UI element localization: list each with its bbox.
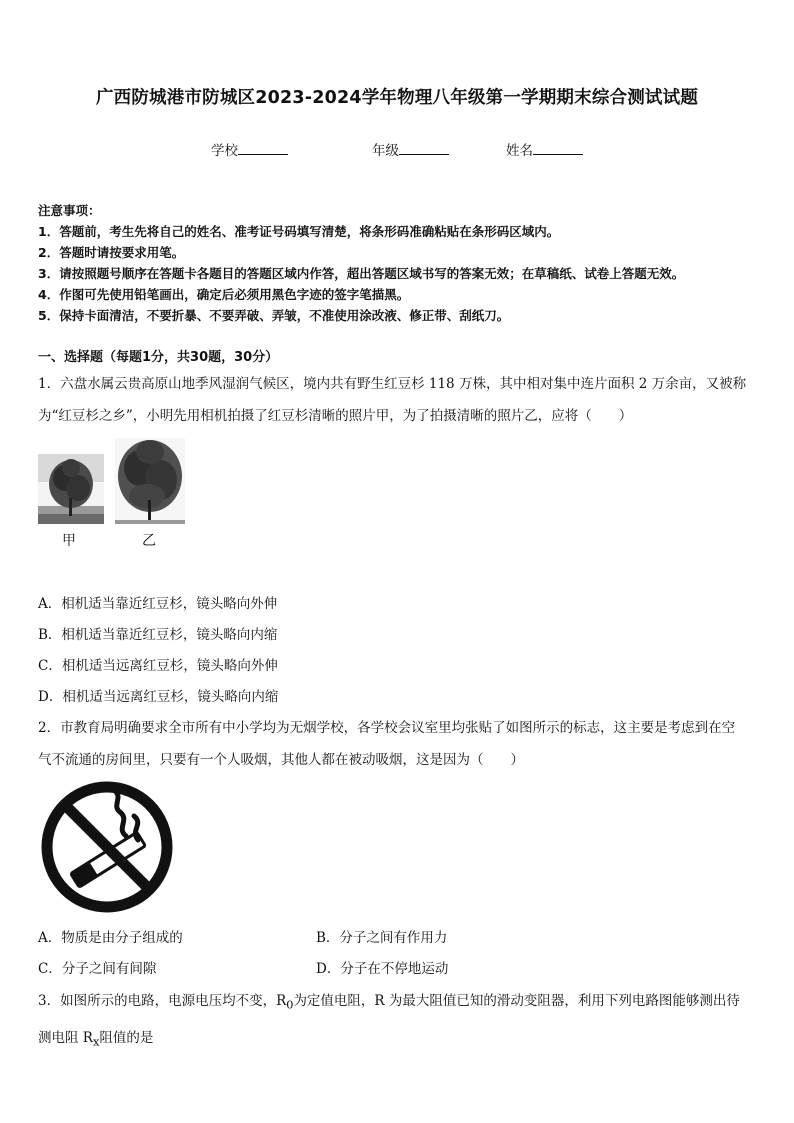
question-2-text — [38, 712, 760, 776]
note-item: 1．答题前，考生先将自己的姓名、准考证号码填写清楚，将条形码准确粘贴在条形码区域内。 — [38, 224, 560, 239]
page-title: 广西防城港市防城区2023-2024学年物理八年级第一学期期末综合测试试题 — [95, 88, 699, 108]
r0-subscript: 0 — [286, 998, 294, 1012]
question-3-line2-a: 测电阻 R — [38, 1029, 93, 1046]
q1-option-a[interactable]: A．相机适当靠近红豆杉，镜头略向外伸 — [38, 596, 278, 612]
school-label: 学校 — [211, 143, 238, 159]
school-field — [211, 139, 288, 159]
question-1-text — [38, 368, 760, 432]
q2-option-b[interactable]: B．分子之间有作用力 — [316, 930, 448, 946]
note-item: 5．保持卡面清洁，不要折暴、不要弄破、弄皱，不准使用涂改液、修正带、刮纸刀。 — [38, 308, 510, 323]
q2-option-c[interactable]: C．分子之间有间隙 — [38, 961, 157, 977]
note-item: 2．答题时请按要求用笔。 — [38, 245, 185, 260]
question-3-line1-b: 为定值电阻，R 为最大阻值已知的滑动变阻器，利用下列电路图能够测出待 — [293, 993, 740, 1009]
notes-heading: 注意事项： — [38, 203, 101, 218]
question-3-text — [38, 985, 760, 1058]
grade-blank[interactable] — [399, 142, 449, 155]
note-item: 4．作图可先使用铅笔画出，确定后必须用黑色字迹的签字笔描黑。 — [38, 287, 410, 302]
school-blank[interactable] — [238, 142, 288, 155]
q2-option-d[interactable]: D．分子在不停地运动 — [316, 961, 449, 977]
no-smoking-sign-icon — [38, 778, 176, 916]
q2-option-a[interactable]: A．物质是由分子组成的 — [38, 930, 183, 946]
question-1-line2: 为“红豆杉之乡”，小明先用相机拍摄了红豆杉清晰的照片甲，为了拍摄清晰的照片乙，应将（ ） — [38, 408, 633, 424]
tree-photo-a — [38, 454, 104, 524]
tree-photo-b — [115, 438, 185, 524]
grade-field — [372, 139, 449, 159]
question-3-line1 — [38, 985, 760, 1022]
q1-option-b[interactable]: B．相机适当靠近红豆杉，镜头略向内缩 — [38, 627, 278, 643]
photo-caption-a: 甲 — [62, 533, 76, 549]
question-2-line1: 2．市教育局明确要求全市所有中小学均为无烟学校，各学校会议室里均张贴了如图所示的标志，这主要是考虑到在空 — [38, 720, 736, 736]
notes-block — [38, 200, 684, 326]
name-blank[interactable] — [533, 142, 583, 155]
note-item: 3．请按照题号顺序在答题卡各题目的答题区域内作答，超出答题区域书写的答案无效；在草稿纸、试卷上答题无效。 — [38, 266, 685, 281]
name-field — [506, 139, 583, 159]
question-3-line2-b: 阻值的是 — [99, 1029, 154, 1046]
section-heading: 一、选择题（每题1分，共30题，30分） — [38, 350, 279, 365]
question-1-line1: 1．六盘水属云贵高原山地季风湿润气候区，境内共有野生红豆杉 118 万株，其中相对集中连片面积 2 万余亩，又被称 — [38, 376, 747, 392]
question-3-line2 — [38, 1022, 760, 1059]
photo-caption-b: 乙 — [142, 533, 156, 549]
rx-subscript: x — [92, 1035, 100, 1049]
question-2-line2: 气不流通的房间里，只要有一个人吸烟，其他人都在被动吸烟，这是因为（ ） — [38, 752, 524, 768]
q1-option-c[interactable]: C．相机适当远离红豆杉，镜头略向外伸 — [38, 658, 278, 674]
q1-option-d[interactable]: D．相机适当远离红豆杉，镜头略向内缩 — [38, 689, 279, 705]
question-3-line1-a: 3．如图所示的电路，电源电压均不变，R — [38, 993, 287, 1009]
grade-label: 年级 — [372, 143, 399, 159]
name-label: 姓名 — [506, 143, 533, 159]
